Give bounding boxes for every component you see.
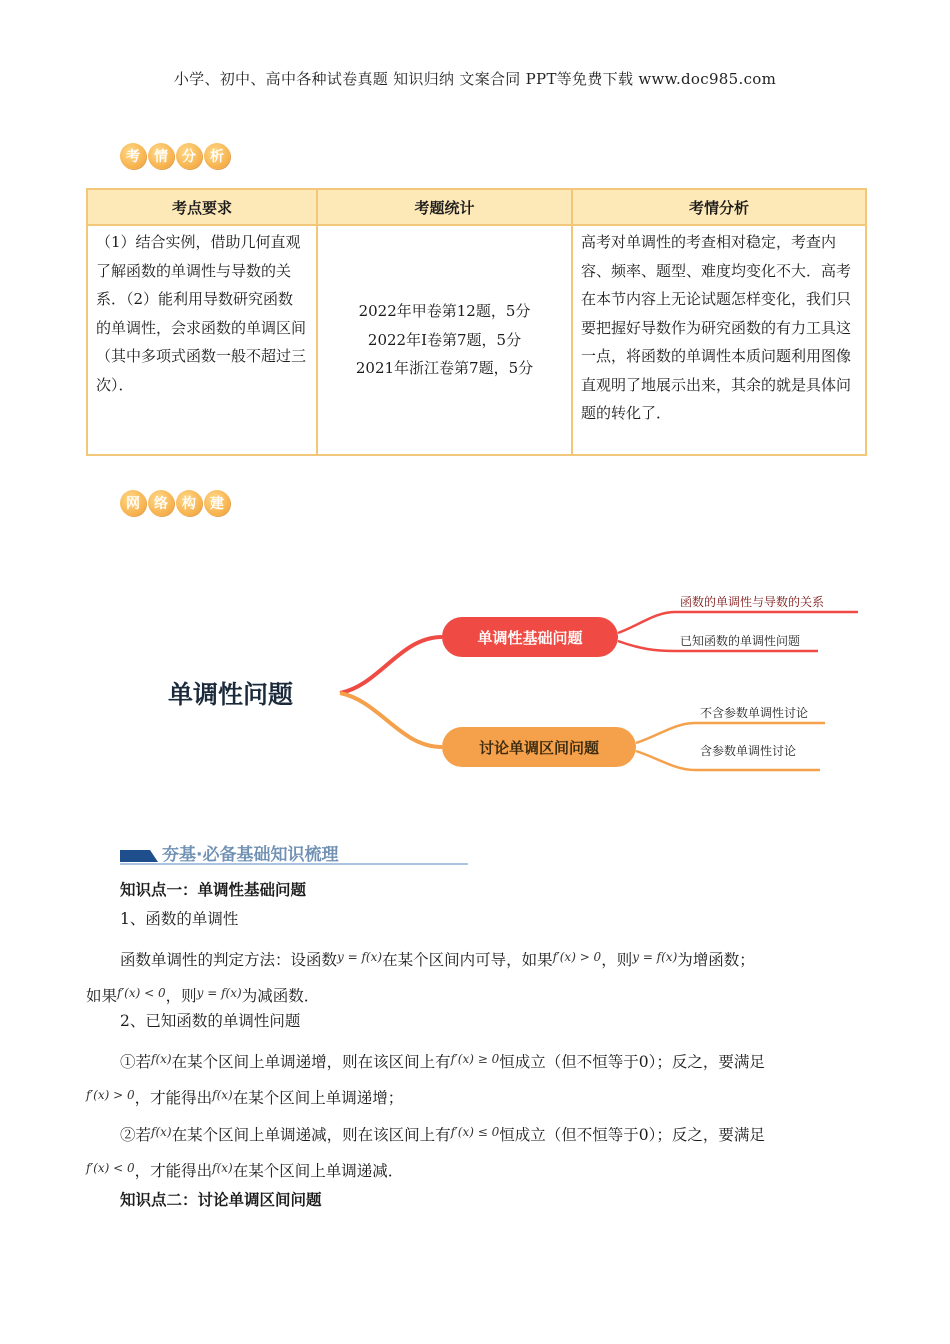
badge-char: 情 [148,143,174,169]
badge-char: 分 [176,143,202,169]
math-expr: f(x) [212,1161,233,1175]
text: ②若 [120,1126,152,1144]
text: ，则 [165,987,197,1005]
math-expr: f′(x) < 0 [86,1161,135,1175]
math-expr: f(x) [212,1088,233,1102]
child-connector [636,723,825,743]
math-expr: y = f(x) [196,986,242,1000]
math-expr: y = f(x) [337,950,383,964]
child-label: 不含参数单调性讨论 [700,706,809,720]
para-5 [120,1114,765,1153]
stat-line: 2022年甲卷第12题，5分 [358,302,531,321]
text: ，才能得出 [134,1089,213,1107]
header-requirements: 考点要求 [87,189,317,225]
table-header-row [87,189,866,225]
text: 在某个区间上单调递减，则在该区间上有 [171,1126,451,1144]
section-heading [120,840,470,866]
child-label: 已知函数的单调性问题 [680,634,801,648]
branch2-label: 讨论单调区间问题 [478,739,600,757]
para-1 [120,939,755,978]
math-expr: f′(x) < 0 [117,986,166,1000]
para-4 [86,1077,403,1116]
header-analysis: 考情分析 [572,189,866,225]
text: 为增函数； [677,951,755,969]
s1-title: 1、函数的单调性 [120,910,239,928]
para-6 [86,1150,403,1189]
exam-info-table [86,188,867,456]
text: 为减函数． [241,987,320,1005]
child-label: 函数的单调性与导数的关系 [680,595,825,609]
text: 在某个区间上单调递增，则在该区间上有 [171,1053,451,1071]
kp1-title: 知识点一：单调性基础问题 [120,881,307,899]
branch2-connector [340,693,442,747]
exam-analysis-badge [120,143,230,169]
text: ，则 [601,951,633,969]
badge-char: 考 [120,143,146,169]
mind-map [150,575,870,795]
badge-char: 络 [148,490,174,516]
branch1-connector [340,637,442,693]
badge-char: 网 [120,490,146,516]
mindmap-root: 单调性问题 [168,680,294,709]
child-connector [618,612,858,633]
section-title: 夯基·必备基础知识梳理 [162,845,339,865]
text: 在某个区间上单调递减． [232,1162,404,1180]
math-expr: f′(x) > 0 [552,950,602,964]
stat-line: 2022年I卷第7题，5分 [367,330,522,349]
text: 函数单调性的判定方法：设函数 [120,951,338,969]
badge-char: 构 [176,490,202,516]
badge-char: 建 [204,490,230,516]
table-row [87,225,866,455]
child-label: 含参数单调性讨论 [700,744,797,758]
s2-title: 2、已知函数的单调性问题 [120,1012,301,1030]
text: 在某个区间内可导，如果 [382,951,553,969]
math-expr: f(x) [151,1052,172,1066]
text: 在某个区间上单调递增； [232,1089,404,1107]
math-expr: f′(x) > 0 [86,1088,135,1102]
requirements-cell: （1）结合实例，借助几何直观了解函数的单调性与导数的关系．（2）能利用导数研究函数的单调性，会求函数的单调区间（其中多项式函数一般不超过三次）． [87,225,317,455]
text: 如果 [86,987,118,1005]
text: 恒成立（但不恒等于0）；反之，要满足 [499,1126,765,1144]
math-expr: f(x) [151,1125,172,1139]
statistics-cell [317,225,572,455]
text: 恒成立（但不恒等于0）；反之，要满足 [499,1053,765,1071]
math-expr: f′(x) ≥ 0 [450,1052,500,1066]
math-expr: f′(x) ≤ 0 [450,1125,500,1139]
text: ①若 [120,1053,152,1071]
text: ，才能得出 [134,1162,213,1180]
analysis-cell: 高考对单调性的考查相对稳定，考查内容、频率、题型、难度均变化不大．高考在本节内容上无论试题怎样变化，我们只要把握好导数作为研究函数的有力工具这一点，将函数的单调性本质问题利用图像直观明了地展示出来，其余的就是具体问题的转化了． [572,225,866,455]
para-3 [120,1041,765,1080]
branch1-label: 单调性基础问题 [477,629,583,647]
badge-char: 析 [204,143,230,169]
network-badge [120,490,230,516]
page-header: 小学、初中、高中各种试卷真题 知识归纳 文案合同 PPT等免费下载 www.doc985.com [173,70,777,88]
stat-line: 2021年浙江卷第7题，5分 [355,359,534,378]
header-statistics: 考题统计 [317,189,572,225]
math-expr: y = f(x) [632,950,678,964]
kp2-title: 知识点二：讨论单调区间问题 [120,1191,322,1209]
